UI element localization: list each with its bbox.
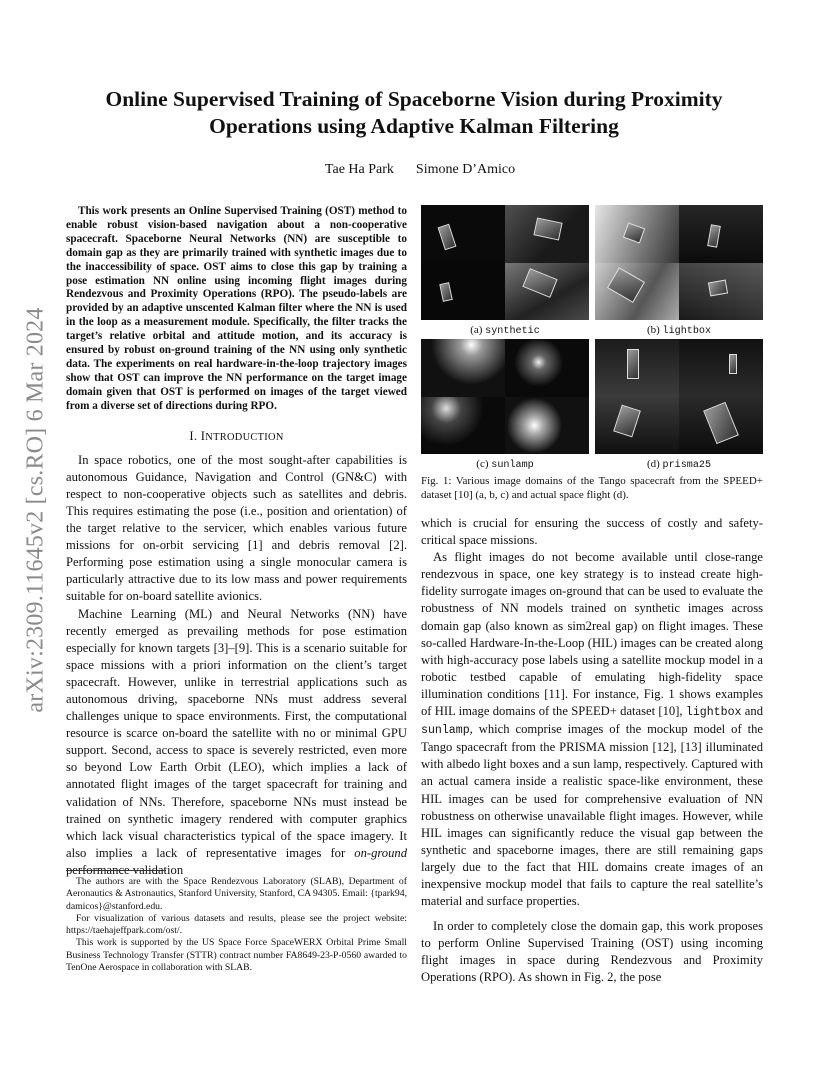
- subfigure-sunlamp: [421, 339, 589, 471]
- footnote: This work is supported by the US Space Force SpaceWERX Orbital Prime Small Business Technology Transfer (STTR) contract number FA8649-23-P-0560 awarded to TenOne Aerospace in collaboration with SLAB.: [66, 937, 407, 974]
- author-name: Simone D’Amico: [415, 162, 516, 177]
- subfigure-caption: (c) sunlamp: [476, 458, 534, 471]
- domain-name: lightbox: [685, 706, 742, 720]
- paragraph: Machine Learning (ML) and Neural Networks (NN) have recently emerged as prevailing methods for pose estimation especially for known targets [3]–[9]. This is a scenario suitable for space missions with a priori information on the client’s target spacecraft. However, unlike in terrestrial applications such as autonomous driving, spaceborne NNs must address several challenges unique to space environments. First, the computational resource is scarce on-board the satellite with no or minimal GPU support. Second, access to space is severely restricted, even more so beyond Low Earth Orbit (LEO), which implies a lack of annotated flight images of the target spacecraft for training and validation of NNs. Therefore, spaceborne NNs must instead be trained on synthetic imagery rendered with computer graphics which lack visual characteristics typical of the space imagery. It also implies a lack of representative images for on-ground performance validation: [66, 606, 407, 877]
- author-list: [300, 162, 540, 178]
- subfigure-caption: (d) prisma25: [646, 458, 712, 471]
- figure-caption: Fig. 1: Various image domains of the Tango spacecraft from the SPEED+ dataset [10] (a, b, c) and actual space flight (d).: [421, 475, 763, 502]
- abstract: This work presents an Online Supervised Training (OST) method to enable robust vision-based navigation about a non-cooperative spacecraft. Spaceborne Neural Networks (NN) are susceptible to domain gap as they are primarily trained with synthetic images due to the inaccessibility of space. OST aims to close this gap by training a pose estimation NN online using incoming flight images during Rendezvous and Proximity Operations (RPO). The pseudo-labels are provided by an adaptive unscented Kalman filter where the NN is used in the loop as a measurement module. Specifically, the filter tracks the target’s relative orbital and attitude motion, and its accuracy is ensured by robust on-ground training of the NN using only synthetic data. The experiments on real hardware-in-the-loop trajectory images show that OST can improve the NN performance on the target image domain given that OST is performed on images of the target viewed from a diverse set of directions during RPO.: [66, 205, 407, 412]
- image-panel: [595, 205, 763, 320]
- image-panel: [595, 339, 763, 454]
- paragraph: As flight images do not become available until close-range rendezvous in space, one key strategy is to instead create high-fidelity surrogate images on-ground that can be used to evaluate the robustness of NN models trained on synthetic images across domain gap (also known as sim2real gap) on flight images. These so-called Hardware-In-the-Loop (HIL) images can be created along with high-accuracy pose labels using a satellite mockup model in a robotic testbed capable of emulating high-fidelity space illumination conditions [11]. For instance, Fig. 1 shows examples of HIL image domains of the SPEED+ dataset [10], lightbox and sunlamp, which comprise images of the mockup model of the Tango spacecraft from the PRISMA mission [12], [13] illuminated with albedo light boxes and a sun lamp, respectively. Captured with an actual camera inside a realistic space-like environment, these HIL images can be used for comprehensive evaluation of NN robustness on otherwise unavailable flight images. However, while HIL images can significantly reduce the visual gap between the synthetic and spaceborne images, there are still remaining gaps largely due to the fact that HIL domains create images of an inexpensive mockup model that fails to capture the real satellite’s material and surface properties.: [421, 550, 763, 909]
- image-panel: [421, 205, 589, 320]
- subfigure-caption: (b) lightbox: [646, 324, 712, 337]
- subfigure-synthetic: [421, 205, 589, 337]
- subfigure-lightbox: [595, 205, 763, 337]
- left-column: [66, 205, 407, 879]
- arxiv-identifier-text: arXiv:2309.11645v2 [cs.RO] 6 Mar 2024: [22, 307, 49, 713]
- emphasis-text: on-ground: [354, 845, 407, 860]
- subfigure-prisma25: [595, 339, 763, 471]
- paragraph: In order to completely close the domain gap, this work proposes to perform Online Supervised Training (OST) using incoming flight images in space during Rendezvous and Proximity Operations (RPO). As shown in Fig. 2, the pose: [421, 919, 763, 985]
- section-number: I.: [189, 428, 198, 443]
- paragraph: In space robotics, one of the most sought-after capabilities is autonomous Guidance, Navigation and Control (GN&C) with respect to non-cooperative objects such as satellites and debris. This requires estimating the pose (i.e., position and orientation) of the target relative to the servicer, which enables various future missions for on-orbit servicing [1] and debris removal [2]. Performing pose estimation using a single monocular camera is particularly attractive due to its low mass and power requirements suitable for on-board satellite avionics.: [66, 452, 407, 604]
- section-heading: [66, 428, 407, 446]
- right-column: [421, 515, 763, 987]
- footnote: The authors are with the Space Rendezvous Laboratory (SLAB), Department of Aeronautics & Astronautics, Stanford University, Stanford, CA 94305. Email: {tpark94, damicos}@stanford.edu.: [66, 876, 407, 912]
- footnote: For visualization of various datasets and results, please see the project website: https://taehajeffpark.com/ost/.: [66, 912, 407, 937]
- subfigure-caption: (a) synthetic: [470, 324, 540, 337]
- footnote-rule: [66, 870, 166, 871]
- author-name: Tae Ha Park: [324, 162, 394, 177]
- paragraph: which is crucial for ensuring the success of costly and safety-critical space missions.: [421, 516, 763, 548]
- figure-1: [421, 205, 763, 505]
- domain-name: sunlamp: [421, 724, 470, 738]
- footnotes: [66, 876, 407, 974]
- arxiv-identifier: [16, 290, 56, 730]
- section-title: INTRODUCTION: [200, 428, 284, 443]
- paper-title: Online Supervised Training of Spaceborne Vision during Proximity Operations using Adaptive Kalman Filtering: [105, 87, 723, 138]
- image-panel: [421, 339, 589, 454]
